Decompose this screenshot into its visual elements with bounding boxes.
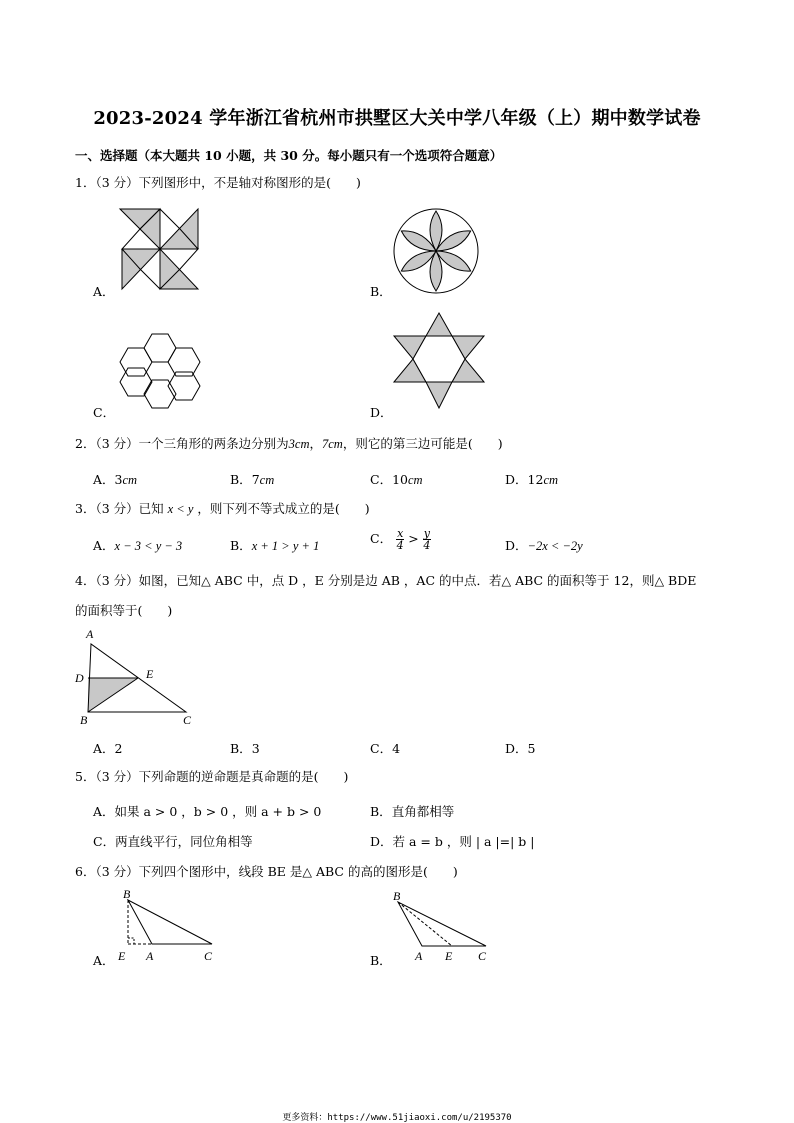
question-6-stem: 6．（3 分）下列四个图形中，线段 BE 是△ ABC 的高的图形是( ): [75, 864, 458, 879]
q1-figure-d-hexagram: [392, 310, 486, 412]
question-2-stem: 2．（3 分）一个三角形的两条边分别为3cm，7cm，则它的第三边可能是( ): [75, 436, 503, 451]
q2-side-2: 7cm: [321, 437, 343, 451]
q3-option-c: C． $\frac{x}{4}$ > $\frac{y}{4}$: [370, 527, 431, 552]
q5-option-a: A．如果 a > 0 ，b > 0 ，则 a + b > 0: [93, 804, 322, 819]
q6-figure-b: [388, 888, 498, 964]
question-5-stem: 5．（3 分）下列命题的逆命题是真命题的是( ): [75, 769, 349, 784]
question-1-stem: 1．（3 分）下列图形中，不是轴对称图形的是( ): [75, 175, 361, 190]
q4-label-d: D: [75, 671, 84, 685]
q2-side-1: 3cm: [288, 437, 310, 451]
q3-fraction-x-over-4: $\frac{x}{4}$: [396, 527, 404, 552]
question-3-stem: [75, 500, 370, 518]
q4-option-a: A．2: [93, 741, 123, 756]
q6b-label-c: C: [478, 949, 487, 963]
q3-fraction-y-over-4: $\frac{y}{4}$: [423, 527, 431, 552]
q2-option-c: C．10cm: [370, 472, 423, 487]
q1-figure-c-hexagons: [115, 330, 205, 412]
section-heading: 一、选择题（本大题共 10 小题，共 30 分。每小题只有一个选项符合题意）: [75, 148, 503, 163]
q1-option-d-label: D．: [370, 405, 393, 420]
q6-figure-a: [110, 888, 220, 964]
q4-label-b: B: [80, 713, 88, 727]
q3-stem-part-1: 3．（3 分）已知: [75, 501, 164, 516]
q4-option-d: D．5: [505, 741, 536, 756]
q5-option-b: B．直角都相等: [370, 804, 455, 819]
q5-option-d: D．若 a = b ，则 | a |=| b |: [370, 834, 535, 849]
question-4-line-1: 4．（3 分）如图，已知△ ABC 中，点 D ，E 分别是边 AB ，AC 的中点．若△ ABC 的面积等于 12，则△ BDE: [75, 573, 697, 588]
question-4-line-2: 的面积等于( ): [75, 603, 173, 618]
q2-option-d: D．12cm: [505, 472, 559, 487]
page-title: 2023-2024 学年浙江省杭州市拱墅区大关中学八年级（上）期中数学试卷: [93, 108, 701, 129]
q6b-label-e: E: [445, 949, 453, 963]
q6a-label-b: B: [123, 888, 131, 901]
q2-stem-part-1: 2．（3 分）一个三角形的两条边分别为: [75, 436, 289, 451]
q3-option-d: D．−2x < −2y: [505, 538, 583, 553]
q3-condition: x < y: [167, 502, 194, 516]
q3-option-a: A．x − 3 < y − 3: [93, 538, 183, 553]
q1-option-a-label: A．: [93, 284, 115, 299]
q6a-label-e: E: [118, 949, 126, 963]
q5-option-c: C．两直线平行，同位角相等: [93, 834, 253, 849]
q6-option-b-label: B．: [370, 953, 392, 968]
q6-option-a-label: A．: [93, 953, 115, 968]
q1-figure-a-pinwheel: [118, 205, 202, 293]
q4-triangle-figure: [72, 626, 202, 730]
q4-label-e: E: [146, 667, 154, 681]
q6b-label-b: B: [393, 889, 401, 903]
footer-link[interactable]: 更多资料：https://www.51jiaoxi.com/u/2195370: [282, 1113, 512, 1123]
q3-option-b: B．x + 1 > y + 1: [230, 538, 320, 553]
q6b-label-a: A: [415, 949, 423, 963]
q1-option-c-label: C．: [93, 405, 116, 420]
q6a-label-a: A: [146, 949, 154, 963]
q4-label-a: A: [86, 627, 94, 641]
q3-stem-part-2: ，则下列不等式成立的是( ): [197, 501, 370, 516]
q4-option-b: B．3: [230, 741, 260, 756]
q2-option-b: B．7cm: [230, 472, 275, 487]
q6a-label-c: C: [204, 949, 213, 963]
q1-figure-b-flower: [390, 205, 482, 297]
q4-option-c: C．4: [370, 741, 401, 756]
q2-stem-part-2: ，则它的第三边可能是( ): [342, 436, 503, 451]
q2-option-a: A．3cm: [93, 472, 138, 487]
q4-label-c: C: [183, 713, 192, 727]
q1-option-b-label: B．: [370, 284, 392, 299]
